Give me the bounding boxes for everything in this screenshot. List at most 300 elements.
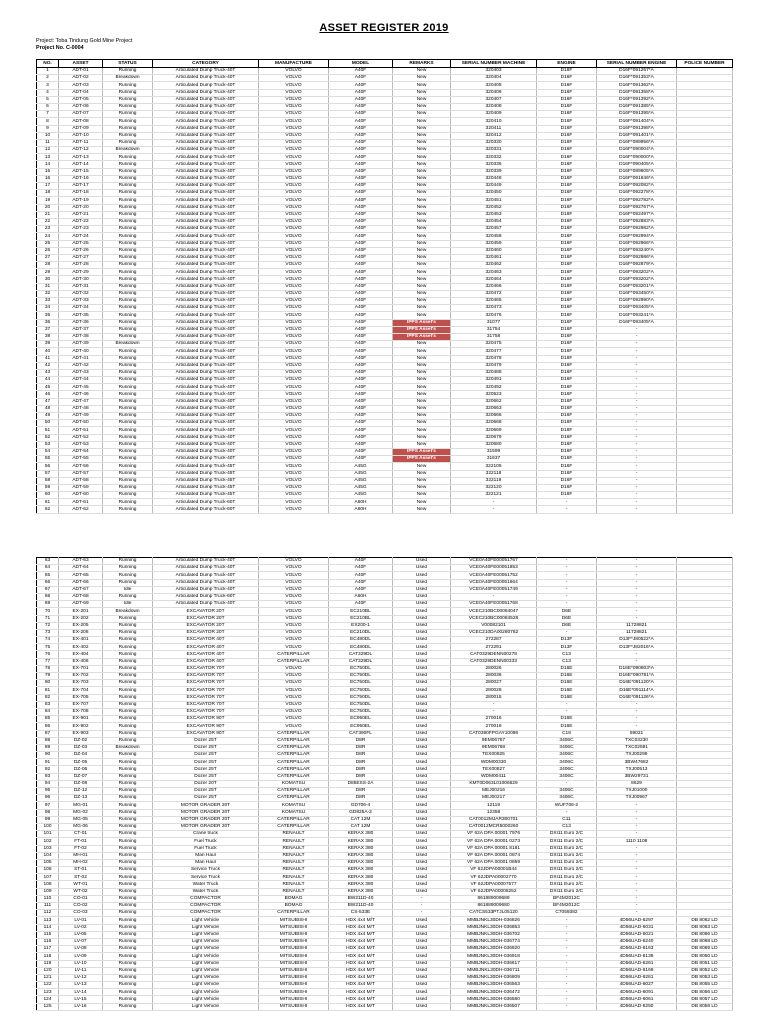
cell-police-number [677, 384, 733, 391]
cell-remarks: Used [393, 579, 451, 586]
cell-police-number [677, 448, 733, 455]
cell-no: 81 [37, 687, 59, 694]
cell-serial-engine: - [597, 384, 677, 391]
cell-serial-engine: D16F*090004*A [597, 147, 677, 154]
cell-engine: - [537, 953, 597, 960]
cell-engine: D16F [537, 154, 597, 161]
cell-no: 107 [37, 874, 59, 881]
cell-status: Running [103, 377, 153, 384]
cell-status: Running [103, 931, 153, 938]
cell-serial-machine: 320478 [451, 355, 537, 362]
cell-serial-machine: MMBJNKL30DH-036580 [451, 996, 537, 1003]
table-row [37, 816, 733, 823]
cell-category: Light Vehicle [153, 960, 259, 967]
cell-no: 43 [37, 369, 59, 376]
table-row [37, 341, 733, 348]
cell-police-number [677, 673, 733, 680]
cell-status: Running [103, 477, 153, 484]
cell-category: Articulated Dump Truck-40T [153, 75, 259, 82]
cell-asset: ADT-66 [59, 579, 103, 586]
cell-remarks: New [393, 298, 451, 305]
cell-asset: ADT-35 [59, 312, 103, 319]
cell-asset: ADT-40 [59, 348, 103, 355]
cell-serial-engine: D16F*091404*A [597, 118, 677, 125]
cell-police-number [677, 687, 733, 694]
cell-status: Running [103, 276, 153, 283]
cell-manufacture: VOLVO [259, 708, 329, 715]
cell-asset: ADT-65 [59, 572, 103, 579]
cell-engine: D16F [537, 441, 597, 448]
cell-manufacture: VOLVO [259, 723, 329, 730]
table-row [37, 161, 733, 168]
cell-serial-machine: VCE0A40FE00051752 [451, 572, 537, 579]
cell-status: Running [103, 953, 153, 960]
cell-category: Articulated Dump Truck-40T [153, 175, 259, 182]
cell-serial-machine: 320457 [451, 226, 537, 233]
cell-no: 104 [37, 852, 59, 859]
cell-serial-machine: MMBJNKL30DH-036702 [451, 931, 537, 938]
cell-asset: ADT-22 [59, 218, 103, 225]
cell-asset: ADT-61 [59, 499, 103, 506]
cell-police-number: DB 8058 LD [677, 1003, 733, 1010]
cell-asset: LV-14 [59, 989, 103, 996]
table-row [37, 752, 733, 759]
cell-asset: EX-406 [59, 658, 103, 665]
cell-serial-engine: - [597, 809, 677, 816]
cell-serial-machine: CAT0329DENN00333 [451, 658, 537, 665]
cell-remarks: Used [393, 888, 451, 895]
table-row [37, 405, 733, 412]
cell-model: KERAX 380 [329, 881, 393, 888]
cell-engine: DXI11 Euro 2/C [537, 874, 597, 881]
cell-category: Articulated Dump Truck-40T [153, 276, 259, 283]
cell-model: EC750DL [329, 708, 393, 715]
cell-no: 3 [37, 82, 59, 89]
cell-no: 26 [37, 247, 59, 254]
cell-status: Running [103, 629, 153, 636]
cell-status: Running [103, 269, 153, 276]
cell-manufacture: VOLVO [259, 183, 329, 190]
cell-serial-engine: D16E*091114*A [597, 687, 677, 694]
cell-remarks: Used [393, 673, 451, 680]
cell-status: Running [103, 190, 153, 197]
cell-model: A40F [329, 572, 393, 579]
table-row [37, 391, 733, 398]
cell-manufacture: VOLVO [259, 333, 329, 340]
cell-serial-machine: VCE0A40FE00051664 [451, 579, 537, 586]
cell-category: Articulated Dump Truck-40T [153, 579, 259, 586]
cell-asset: LV-07 [59, 938, 103, 945]
cell-status: Running [103, 211, 153, 218]
cell-engine: - [537, 499, 597, 506]
table-row [37, 377, 733, 384]
cell-model: A40F [329, 319, 393, 326]
cell-manufacture: VOLVO [259, 247, 329, 254]
column-header-engine: ENGINE [537, 60, 597, 68]
cell-model: A60H [329, 506, 393, 513]
cell-serial-machine: 320464 [451, 276, 537, 283]
cell-engine: 3406C [537, 759, 597, 766]
cell-engine: D6E [537, 622, 597, 629]
cell-no: 88 [37, 737, 59, 744]
cell-police-number [677, 420, 733, 427]
cell-category: Articulated Dump Truck-40T [153, 269, 259, 276]
table-row [37, 974, 733, 981]
cell-no: 15 [37, 168, 59, 175]
cell-asset: ADT-05 [59, 96, 103, 103]
cell-police-number [677, 290, 733, 297]
cell-status: Running [103, 1003, 153, 1010]
cell-remarks: Used [393, 831, 451, 838]
cell-remarks: New [393, 384, 451, 391]
cell-no: 100 [37, 823, 59, 830]
cell-remarks: Used [393, 1003, 451, 1010]
cell-status: Running [103, 622, 153, 629]
table-row [37, 82, 733, 89]
cell-no: 117 [37, 946, 59, 953]
cell-no: 87 [37, 730, 59, 737]
cell-manufacture: VOLVO [259, 629, 329, 636]
cell-remarks: IPPS Asset's [393, 333, 451, 340]
cell-police-number [677, 218, 733, 225]
cell-model: A40F [329, 247, 393, 254]
cell-status: Running [103, 240, 153, 247]
cell-serial-engine: D16F*093405*A [597, 319, 677, 326]
cell-police-number [677, 111, 733, 118]
cell-asset: EX-201 [59, 608, 103, 615]
cell-asset: ADT-19 [59, 197, 103, 204]
cell-model: A45G [329, 470, 393, 477]
cell-serial-engine: - [597, 881, 677, 888]
cell-remarks: Used [393, 730, 451, 737]
cell-serial-machine: 320450 [451, 190, 537, 197]
cell-serial-engine: D16F*093202*A [597, 276, 677, 283]
cell-asset: ADT-29 [59, 269, 103, 276]
cell-manufacture: MITSUBISHI [259, 946, 329, 953]
cell-remarks: New [393, 183, 451, 190]
cell-model: KERAX 380 [329, 838, 393, 845]
cell-no: 51 [37, 427, 59, 434]
cell-engine: D16F [537, 103, 597, 110]
cell-remarks: Used [393, 708, 451, 715]
cell-category: Articulated Dump Truck-40T [153, 298, 259, 305]
cell-asset: ADT-49 [59, 413, 103, 420]
cell-serial-machine: - [451, 499, 537, 506]
cell-no: 64 [37, 565, 59, 572]
cell-serial-machine: 280036 [451, 673, 537, 680]
cell-category: Dozer 25T [153, 752, 259, 759]
cell-model: HDX 4x4 M/T [329, 953, 393, 960]
cell-serial-machine: 322105 [451, 463, 537, 470]
table-row [37, 910, 733, 917]
cell-status: Running [103, 463, 153, 470]
cell-manufacture: VOLVO [259, 254, 329, 261]
cell-police-number [677, 823, 733, 830]
cell-serial-machine: MMBJNKL30DH-036826 [451, 917, 537, 924]
cell-serial-machine: 270018 [451, 723, 537, 730]
table-row [37, 687, 733, 694]
cell-asset: LV-09 [59, 953, 103, 960]
project-number: Project No. C-0004 [36, 45, 84, 51]
cell-police-number: DB 8055 LD [677, 982, 733, 989]
cell-serial-machine: 322118 [451, 470, 537, 477]
cell-model: A40F [329, 125, 393, 132]
cell-manufacture: VOLVO [259, 565, 329, 572]
cell-no: 48 [37, 405, 59, 412]
cell-no: 14 [37, 161, 59, 168]
cell-remarks: New [393, 96, 451, 103]
cell-asset: CO-02 [59, 903, 103, 910]
cell-no: 112 [37, 910, 59, 917]
cell-serial-machine: WDM00330 [451, 759, 537, 766]
cell-serial-engine: 4D56UAD-6261 [597, 974, 677, 981]
cell-no: 103 [37, 845, 59, 852]
cell-asset: ADT-16 [59, 175, 103, 182]
cell-asset: LV-13 [59, 982, 103, 989]
cell-no: 102 [37, 838, 59, 845]
table-row [37, 154, 733, 161]
cell-manufacture: VOLVO [259, 586, 329, 593]
cell-model: EC210BL [329, 615, 393, 622]
cell-no: 30 [37, 276, 59, 283]
cell-status: Running [103, 759, 153, 766]
cell-model: A40F [329, 558, 393, 565]
cell-no: 97 [37, 802, 59, 809]
cell-remarks: IPPS Asset's [393, 448, 451, 455]
table-row [37, 673, 733, 680]
cell-status: Running [103, 506, 153, 513]
cell-no: 116 [37, 938, 59, 945]
table-header-row [37, 60, 733, 68]
cell-no: 75 [37, 644, 59, 651]
cell-engine: D6E [537, 615, 597, 622]
cell-police-number [677, 262, 733, 269]
cell-model: GD825A-2 [329, 809, 393, 816]
cell-no: 96 [37, 795, 59, 802]
cell-serial-machine: CATCS533PTJL05120 [451, 910, 537, 917]
cell-manufacture: VOLVO [259, 427, 329, 434]
cell-category: Articulated Dump Truck-40T [153, 161, 259, 168]
table-row [37, 463, 733, 470]
cell-asset: ADT-41 [59, 355, 103, 362]
cell-model: A45G [329, 463, 393, 470]
table-row [37, 369, 733, 376]
cell-police-number [677, 211, 733, 218]
cell-category: Light Vehicle [153, 974, 259, 981]
cell-manufacture: RENAULT [259, 852, 329, 859]
cell-category: Articulated Dump Truck-40T [153, 565, 259, 572]
cell-asset: ADT-21 [59, 211, 103, 218]
cell-asset: ADT-58 [59, 477, 103, 484]
cell-serial-machine: WDM00411 [451, 773, 537, 780]
cell-serial-engine: TXJ01000 [597, 788, 677, 795]
cell-engine: D13F [537, 637, 597, 644]
cell-asset: ADT-56 [59, 463, 103, 470]
cell-category: Articulated Dump Truck-45T [153, 463, 259, 470]
table-row [37, 218, 733, 225]
cell-status: Running [103, 118, 153, 125]
cell-serial-engine: D13F*J80522*A [597, 637, 677, 644]
cell-asset: ADT-42 [59, 362, 103, 369]
cell-serial-engine: - [597, 874, 677, 881]
cell-remarks: Used [393, 608, 451, 615]
cell-asset: LV-02 [59, 924, 103, 931]
cell-model: CS-533E [329, 910, 393, 917]
cell-no: 44 [37, 377, 59, 384]
cell-category: Light Vehicle [153, 996, 259, 1003]
cell-serial-engine: - [597, 723, 677, 730]
cell-serial-machine: MMBJNKL30DH-036918 [451, 953, 537, 960]
cell-serial-engine: D16F*091398*A [597, 125, 677, 132]
cell-remarks: Used [393, 974, 451, 981]
cell-status: Running [103, 658, 153, 665]
cell-remarks: New [393, 218, 451, 225]
cell-police-number [677, 492, 733, 499]
cell-model: A40F [329, 348, 393, 355]
cell-serial-engine: 4D56UAD-6138 [597, 953, 677, 960]
cell-police-number [677, 96, 733, 103]
cell-model: A40F [329, 391, 393, 398]
cell-serial-machine: VCE0A40FE00051853 [451, 565, 537, 572]
cell-serial-machine: VF 62JDPA00001B44 [451, 867, 537, 874]
cell-engine: - [537, 708, 597, 715]
cell-model: A40F [329, 369, 393, 376]
cell-manufacture: KOMATSU [259, 780, 329, 787]
cell-asset: ADT-04 [59, 89, 103, 96]
cell-engine: 3406C [537, 795, 597, 802]
cell-remarks: Used [393, 680, 451, 687]
cell-manufacture: VOLVO [259, 405, 329, 412]
cell-category: Dozer 25T [153, 759, 259, 766]
cell-model: KERAX 380 [329, 874, 393, 881]
cell-model: A40F [329, 427, 393, 434]
cell-status: Running [103, 924, 153, 931]
cell-serial-machine: TEX00825 [451, 752, 537, 759]
cell-no: 18 [37, 190, 59, 197]
cell-police-number [677, 305, 733, 312]
cell-manufacture: VOLVO [259, 391, 329, 398]
table-row [37, 168, 733, 175]
cell-remarks: New [393, 420, 451, 427]
cell-engine: - [537, 572, 597, 579]
cell-asset: ADT-18 [59, 190, 103, 197]
cell-category: Dozer 25T [153, 744, 259, 751]
cell-remarks: New [393, 283, 451, 290]
cell-no: 36 [37, 319, 59, 326]
cell-no: 17 [37, 183, 59, 190]
table-row [37, 254, 733, 261]
cell-engine: DXI11 Euro 2/C [537, 852, 597, 859]
cell-asset: ADT-47 [59, 398, 103, 405]
cell-category: Light Vehicle [153, 924, 259, 931]
cell-remarks: Used [393, 788, 451, 795]
cell-serial-machine: MMBJNKL30DH-036853 [451, 924, 537, 931]
cell-serial-engine: - [597, 484, 677, 491]
cell-asset: EX-404 [59, 651, 103, 658]
table-row [37, 355, 733, 362]
cell-manufacture: BOMAG [259, 895, 329, 902]
cell-serial-machine: 280028 [451, 687, 537, 694]
cell-serial-engine: - [597, 572, 677, 579]
cell-manufacture: MITSUBISHI [259, 974, 329, 981]
table-row [37, 183, 733, 190]
table-row [37, 276, 733, 283]
cell-category: EXCAVATOR 20T [153, 629, 259, 636]
table-row [37, 795, 733, 802]
cell-serial-engine: - [597, 823, 677, 830]
cell-engine: D16F [537, 168, 597, 175]
cell-model: A60H [329, 593, 393, 600]
cell-manufacture: VOLVO [259, 233, 329, 240]
cell-manufacture: VOLVO [259, 413, 329, 420]
cell-remarks: New [393, 168, 451, 175]
cell-manufacture: MITSUBISHI [259, 989, 329, 996]
cell-serial-machine: 320332 [451, 154, 537, 161]
cell-status: Running [103, 895, 153, 902]
table-row [37, 413, 733, 420]
cell-serial-machine: 320466 [451, 283, 537, 290]
cell-category: Articulated Dump Truck-40T [153, 384, 259, 391]
table-row [37, 441, 733, 448]
cell-serial-machine: 320662 [451, 398, 537, 405]
cell-manufacture: CATERPILLAR [259, 816, 329, 823]
cell-police-number [677, 629, 733, 636]
cell-no: 4 [37, 89, 59, 96]
cell-asset: ADT-57 [59, 470, 103, 477]
cell-remarks: Used [393, 874, 451, 881]
cell-serial-machine: 320476 [451, 312, 537, 319]
cell-model: A45G [329, 477, 393, 484]
cell-remarks: Used [393, 867, 451, 874]
cell-engine: - [537, 593, 597, 600]
column-header-serial-engine: SERIAL NUMBER ENGINE [597, 60, 677, 68]
cell-serial-machine: 31599 [451, 448, 537, 455]
cell-manufacture: VOLVO [259, 240, 329, 247]
table-row [37, 895, 733, 902]
cell-model: D85ESS-2A [329, 780, 393, 787]
cell-category: Articulated Dump Truck-40T [153, 154, 259, 161]
cell-model: A40F [329, 579, 393, 586]
cell-category: Articulated Dump Truck-40T [153, 434, 259, 441]
cell-asset: ADT-63 [59, 558, 103, 565]
cell-serial-engine: D16F*092497*A [597, 211, 677, 218]
cell-no: 74 [37, 637, 59, 644]
cell-remarks: Used [393, 601, 451, 608]
cell-police-number [677, 477, 733, 484]
cell-serial-machine: 861889009689 [451, 895, 537, 902]
cell-asset: ADT-44 [59, 377, 103, 384]
cell-category: EXCAVATOR 70T [153, 708, 259, 715]
cell-serial-engine: D16F*093450*A [597, 290, 677, 297]
cell-remarks: Used [393, 859, 451, 866]
cell-status: Running [103, 831, 153, 838]
cell-police-number [677, 831, 733, 838]
table-row [37, 283, 733, 290]
cell-category: EXCAVATOR 20T [153, 615, 259, 622]
cell-no: 38 [37, 333, 59, 340]
cell-police-number: DB 8050 LD [677, 953, 733, 960]
cell-engine: D16F [537, 68, 597, 75]
cell-category: EXCAVATOR 20T [153, 608, 259, 615]
cell-remarks: New [393, 118, 451, 125]
cell-serial-machine: 320459 [451, 240, 537, 247]
table-row [37, 593, 733, 600]
cell-no: 70 [37, 608, 59, 615]
cell-police-number [677, 788, 733, 795]
cell-police-number [677, 398, 733, 405]
cell-category: EXCAVATOR 90T [153, 723, 259, 730]
cell-no: 12 [37, 147, 59, 154]
